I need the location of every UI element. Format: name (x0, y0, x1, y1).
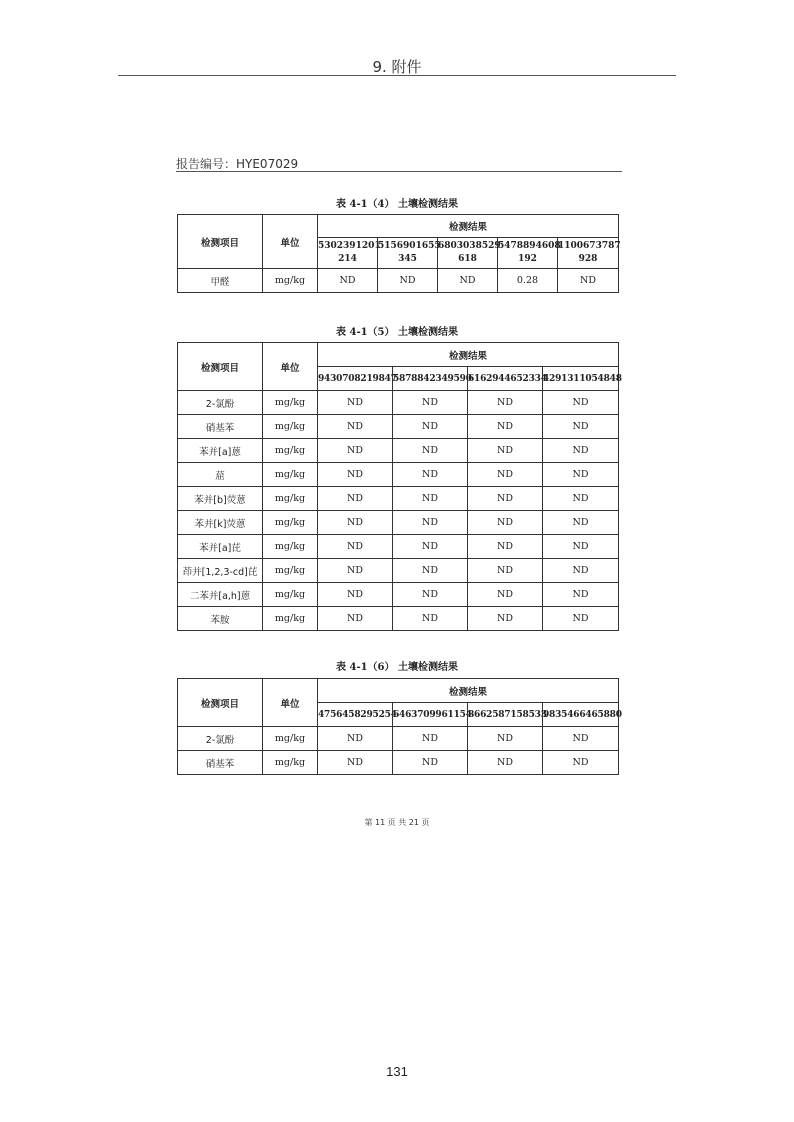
table-row (178, 463, 619, 487)
cell-value: ND (543, 463, 619, 487)
cell-value: ND (393, 559, 468, 583)
table-row (178, 415, 619, 439)
sample-code-3 (498, 238, 561, 269)
cell-item: 硝基苯 (178, 751, 263, 775)
cell-value: ND (393, 439, 468, 463)
report-number-divider (176, 171, 622, 172)
cell-value: ND (543, 535, 619, 559)
table-row (178, 511, 619, 535)
table-row (178, 607, 619, 631)
cell-value: ND (318, 439, 393, 463)
table-caption-4: 表 4-1（4） 土壤检测结果 (336, 199, 458, 210)
table-row (178, 559, 619, 583)
header-item: 检测项目 (178, 343, 263, 391)
cell-value: ND (393, 751, 468, 775)
cell-value: ND (393, 583, 468, 607)
sample-code-2: 6162944652334 (468, 367, 543, 391)
cell-value: ND (468, 535, 543, 559)
cell-value: ND (393, 415, 468, 439)
cell-value: ND (393, 511, 468, 535)
cell-value: ND (318, 463, 393, 487)
sample-code-3: 4291311054848 (543, 367, 619, 391)
cell-value: ND (468, 439, 543, 463)
sample-code-line: 5478894608 (498, 241, 561, 251)
table-row (178, 439, 619, 463)
header-item: 检测项目 (178, 215, 263, 269)
cell-value: ND (543, 415, 619, 439)
cell-value: ND (468, 727, 543, 751)
cell-value: ND (468, 583, 543, 607)
page-number: 131 (386, 1064, 408, 1079)
cell-value: ND (378, 269, 438, 293)
sample-code-line: 928 (578, 254, 598, 264)
sample-code-line: 1100673787 (558, 241, 621, 251)
cell-value: ND (318, 751, 393, 775)
header-results: 检测结果 (318, 679, 619, 703)
cell-value: ND (543, 607, 619, 631)
cell-value: ND (543, 439, 619, 463)
table-row (178, 583, 619, 607)
cell-item: 苯胺 (178, 607, 263, 631)
sample-code-1 (378, 238, 441, 269)
cell-value: ND (318, 415, 393, 439)
table-row (178, 727, 619, 751)
table-row (178, 751, 619, 775)
cell-value: ND (543, 487, 619, 511)
cell-value: ND (393, 487, 468, 511)
cell-value: ND (543, 583, 619, 607)
cell-unit: mg/kg (263, 415, 318, 439)
cell-item: 硝基苯 (178, 415, 263, 439)
cell-item: 苯并[a]芘 (178, 535, 263, 559)
sample-code-line: 192 (518, 254, 537, 264)
cell-value: ND (543, 511, 619, 535)
cell-value: ND (543, 727, 619, 751)
sample-code-0 (318, 238, 381, 269)
cell-value: ND (318, 535, 393, 559)
cell-value: ND (468, 391, 543, 415)
cell-value: ND (543, 391, 619, 415)
sample-code-3: 9835466465880 (543, 703, 619, 727)
table-caption-5: 表 4-1（5） 土壤检测结果 (336, 327, 458, 338)
sample-code-2 (438, 238, 501, 269)
cell-unit: mg/kg (263, 487, 318, 511)
cell-value: ND (393, 463, 468, 487)
sample-code-0: 9430708219847 (318, 367, 393, 391)
cell-value: ND (543, 559, 619, 583)
cell-item: 甲醛 (178, 269, 263, 293)
cell-value: ND (468, 511, 543, 535)
cell-unit: mg/kg (263, 607, 318, 631)
cell-item: 苯并[a]蒽 (178, 439, 263, 463)
cell-value: ND (543, 751, 619, 775)
cell-value: ND (393, 727, 468, 751)
sample-code-0: 4756458295254 (318, 703, 393, 727)
table-row (178, 535, 619, 559)
cell-value: ND (393, 607, 468, 631)
cell-value: ND (468, 607, 543, 631)
sample-code-4 (558, 238, 619, 269)
header-unit: 单位 (263, 343, 318, 391)
cell-unit: mg/kg (263, 559, 318, 583)
sample-code-line: 6803038529 (438, 241, 501, 251)
cell-value: ND (468, 559, 543, 583)
cell-unit: mg/kg (263, 463, 318, 487)
cell-unit: mg/kg (263, 751, 318, 775)
cell-value: ND (318, 269, 378, 293)
cell-value: ND (318, 727, 393, 751)
cell-item: 二苯并[a,h]蒽 (178, 583, 263, 607)
header-divider (118, 75, 676, 76)
cell-value: ND (468, 487, 543, 511)
sample-code-line: 345 (398, 254, 417, 264)
cell-unit: mg/kg (263, 269, 318, 293)
cell-value: ND (393, 391, 468, 415)
table-row (178, 391, 619, 415)
cell-item: 䓛 (178, 463, 263, 487)
cell-value: ND (393, 535, 468, 559)
cell-value: ND (468, 751, 543, 775)
cell-value: ND (468, 463, 543, 487)
header-results: 检测结果 (318, 215, 619, 238)
sample-code-1: 5878842349590 (393, 367, 468, 391)
cell-item: 苯并[k]荧蒽 (178, 511, 263, 535)
cell-item: 2-氯酚 (178, 727, 263, 751)
sample-code-1: 6463709961154 (393, 703, 468, 727)
cell-value: ND (318, 391, 393, 415)
cell-item: 茚并[1,2,3-cd]芘 (178, 559, 263, 583)
header-results: 检测结果 (318, 343, 619, 367)
cell-unit: mg/kg (263, 439, 318, 463)
cell-value: ND (558, 269, 619, 293)
cell-value: ND (318, 607, 393, 631)
cell-value: ND (318, 511, 393, 535)
sample-code-line: 5156901655 (378, 241, 441, 251)
page-header-title: 9. 附件 (372, 58, 422, 76)
cell-value: ND (468, 415, 543, 439)
cell-value: ND (318, 559, 393, 583)
table-caption-6: 表 4-1（6） 土壤检测结果 (336, 662, 458, 673)
soil-results-table-5 (177, 342, 622, 631)
sample-code-line: 618 (458, 254, 477, 264)
sample-code-line: 214 (338, 254, 357, 264)
soil-results-table-4 (177, 214, 619, 293)
soil-results-table-6 (177, 678, 622, 775)
cell-unit: mg/kg (263, 535, 318, 559)
cell-unit: mg/kg (263, 511, 318, 535)
cell-value: ND (318, 583, 393, 607)
cell-item: 苯并[b]荧蒽 (178, 487, 263, 511)
cell-value: ND (318, 487, 393, 511)
cell-value: ND (438, 269, 498, 293)
header-unit: 单位 (263, 215, 318, 269)
header-unit: 单位 (263, 679, 318, 727)
sample-code-line: 5302391201 (318, 241, 381, 251)
sample-code-2: 8662587158533 (468, 703, 543, 727)
cell-unit: mg/kg (263, 391, 318, 415)
cell-unit: mg/kg (263, 583, 318, 607)
report-number: 报告编号：HYE07029 (176, 157, 299, 171)
header-item: 检测项目 (178, 679, 263, 727)
cell-value: 0.28 (498, 269, 558, 293)
footer-page-count: 第 11 页 共 21 页 (364, 818, 430, 827)
table-row (178, 487, 619, 511)
cell-unit: mg/kg (263, 727, 318, 751)
table-row (178, 269, 619, 293)
cell-item: 2-氯酚 (178, 391, 263, 415)
